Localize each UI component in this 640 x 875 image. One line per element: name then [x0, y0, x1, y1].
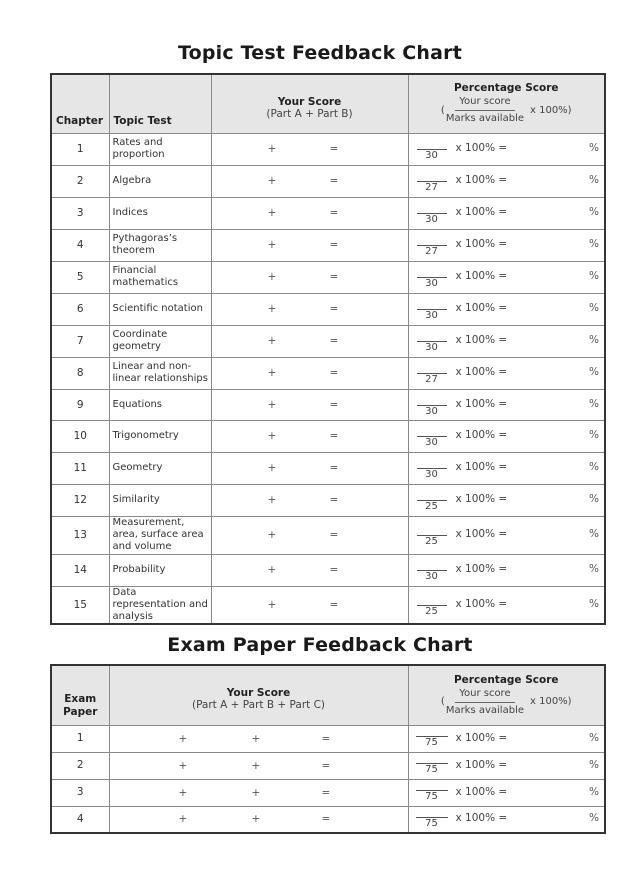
exam-percentage-score-header	[408, 665, 605, 725]
percent-sign: %	[589, 141, 599, 154]
exam-score-entry-cell[interactable]	[109, 752, 408, 779]
chapter-number: 12	[51, 484, 109, 516]
plus-sign: +	[267, 398, 277, 411]
score-entry-cell[interactable]	[211, 420, 408, 452]
percentage-entry-cell[interactable]	[408, 229, 605, 261]
plus-sign: +	[267, 143, 277, 155]
exam-your-score-header	[109, 665, 408, 725]
your-score-sub: (Part A + Part B)	[266, 107, 353, 120]
exam-paper-line2: Paper	[63, 705, 98, 718]
topic-name: Indices	[109, 197, 211, 229]
times-100-label: x 100% =	[455, 269, 508, 282]
plus-sign: +	[267, 303, 277, 315]
score-entry-cell[interactable]	[211, 197, 408, 229]
exam-chart-title: Exam Paper Feedback Chart	[167, 634, 473, 656]
topic-name: Equations	[109, 389, 211, 420]
score-entry-cell[interactable]	[211, 293, 408, 325]
plus-sign: +	[251, 813, 261, 826]
equals-sign: =	[321, 786, 331, 799]
marks-available: 25	[425, 605, 438, 617]
topic-row	[51, 389, 605, 420]
marks-available: 30	[425, 405, 438, 417]
score-entry-cell[interactable]	[211, 452, 408, 484]
percentage-entry-cell[interactable]	[408, 516, 605, 554]
topic-row	[51, 261, 605, 293]
percent-sign: %	[589, 397, 599, 410]
score-entry-cell[interactable]	[211, 325, 408, 357]
topic-row	[51, 197, 605, 229]
marks-available: 30	[425, 571, 438, 582]
percent-sign: %	[589, 597, 599, 610]
exam-paper-header	[51, 665, 109, 725]
formula-denominator: Marks available	[445, 113, 524, 125]
plus-sign: +	[267, 529, 277, 541]
topic-chart-title: Topic Test Feedback Chart	[177, 42, 463, 64]
percent-sign: %	[589, 173, 599, 186]
percent-sign: %	[589, 785, 599, 798]
times-100-label: x 100% =	[455, 460, 508, 473]
topic-row	[51, 484, 605, 516]
plus-sign: +	[267, 207, 277, 219]
topic-name: Coordinate geometry	[109, 325, 211, 357]
percent-sign: %	[589, 269, 599, 282]
percent-sign: %	[589, 428, 599, 441]
marks-available: 75	[425, 736, 438, 748]
percentage-entry-cell[interactable]	[408, 554, 605, 586]
equals-sign: =	[329, 367, 339, 379]
marks-available: 27	[425, 374, 438, 385]
plus-sign: +	[267, 335, 277, 347]
percentage-entry-cell[interactable]	[408, 420, 605, 452]
chapter-number: 9	[51, 389, 109, 420]
percentage-entry-cell[interactable]	[408, 133, 605, 165]
exam-score-entry-cell[interactable]	[109, 806, 408, 833]
topic-row	[51, 325, 605, 357]
chapter-number: 7	[51, 325, 109, 357]
chapter-header: Chapter	[51, 74, 109, 133]
plus-sign: +	[178, 732, 188, 745]
times-100-label: x 100% =	[455, 141, 508, 154]
marks-available: 27	[425, 182, 438, 193]
topic-row	[51, 420, 605, 452]
equals-sign: =	[329, 303, 339, 315]
times-100-label: x 100% =	[455, 173, 508, 186]
formula-open-paren: (	[440, 104, 445, 116]
marks-available: 30	[425, 437, 438, 448]
percent-sign: %	[589, 237, 599, 250]
equals-sign: =	[329, 494, 339, 506]
equals-sign: =	[329, 175, 339, 187]
topic-row	[51, 357, 605, 389]
percent-sign: %	[589, 758, 599, 771]
percent-sign: %	[589, 812, 599, 825]
times-100-label: x 100% =	[455, 527, 508, 540]
times-100-label: x 100% =	[455, 758, 508, 771]
formula-tail: x 100%)	[530, 104, 572, 116]
times-100-label: x 100% =	[455, 785, 508, 798]
chapter-number: 10	[51, 420, 109, 452]
marks-available: 75	[425, 817, 438, 829]
equals-sign: =	[329, 598, 339, 611]
chapter-number: 8	[51, 357, 109, 389]
marks-available: 75	[425, 763, 438, 775]
marks-available: 30	[425, 342, 438, 353]
equals-sign: =	[329, 529, 339, 541]
exam-paper-number: 2	[51, 752, 109, 779]
times-100-label: x 100% =	[455, 333, 508, 346]
equals-sign: =	[329, 430, 339, 442]
score-entry-cell[interactable]	[211, 229, 408, 261]
equals-sign: =	[329, 398, 339, 411]
exam-paper-number: 4	[51, 806, 109, 833]
plus-sign: +	[251, 759, 261, 772]
chapter-number: 13	[51, 516, 109, 554]
percentage-entry-cell[interactable]	[408, 586, 605, 624]
exam-percentage-entry-cell[interactable]	[408, 806, 605, 833]
plus-sign: +	[267, 271, 277, 283]
percentage-entry-cell[interactable]	[408, 165, 605, 197]
times-100-label: x 100% =	[455, 731, 508, 744]
exam-row	[51, 806, 605, 833]
plus-sign: +	[267, 367, 277, 379]
formula-fraction	[446, 95, 524, 126]
times-100-label: x 100% =	[455, 562, 508, 575]
exam-score-entry-cell[interactable]	[109, 725, 408, 752]
chapter-number: 15	[51, 586, 109, 624]
exam-row	[51, 779, 605, 806]
times-100-label: x 100% =	[455, 205, 508, 218]
topic-name: Linear and non-linear relationships	[109, 357, 211, 389]
score-entry-cell[interactable]	[211, 357, 408, 389]
times-100-label: x 100% =	[455, 492, 508, 505]
topic-name: Data representation and analysis	[109, 586, 211, 624]
exam-formula-tail: x 100%)	[530, 696, 572, 708]
equals-sign: =	[321, 813, 331, 826]
topic-feedback-table	[50, 73, 606, 625]
times-100-label: x 100% =	[455, 365, 508, 378]
percent-sign: %	[589, 460, 599, 473]
topic-name: Measurement, area, surface area and volume	[109, 516, 211, 554]
percent-sign: %	[589, 562, 599, 575]
plus-sign: +	[267, 564, 277, 576]
exam-your-score-label: Your Score	[226, 687, 291, 700]
plus-sign: +	[251, 732, 261, 745]
topic-row	[51, 165, 605, 197]
exam-paper-line1: Exam	[64, 692, 97, 705]
times-100-label: x 100% =	[455, 812, 508, 825]
exam-paper-number: 1	[51, 725, 109, 752]
percent-sign: %	[589, 527, 599, 540]
equals-sign: =	[329, 143, 339, 155]
percent-sign: %	[589, 333, 599, 346]
topic-row	[51, 229, 605, 261]
exam-row	[51, 725, 605, 752]
plus-sign: +	[267, 598, 277, 611]
exam-formula-numerator: Your score	[455, 687, 514, 703]
exam-your-score-sub: (Part A + Part B + Part C)	[191, 699, 326, 712]
marks-available: 30	[425, 150, 438, 161]
topic-name: Pythagoras’s theorem	[109, 229, 211, 261]
chapter-number: 3	[51, 197, 109, 229]
plus-sign: +	[267, 494, 277, 506]
equals-sign: =	[321, 732, 331, 745]
marks-available: 30	[425, 310, 438, 321]
percentage-entry-cell[interactable]	[408, 197, 605, 229]
topic-row	[51, 452, 605, 484]
plus-sign: +	[267, 462, 277, 474]
equals-sign: =	[321, 759, 331, 772]
topic-row	[51, 133, 605, 165]
score-entry-cell[interactable]	[211, 516, 408, 554]
your-score-label: Your Score	[277, 95, 342, 108]
score-entry-cell[interactable]	[211, 484, 408, 516]
equals-sign: =	[329, 335, 339, 347]
formula-numerator: Your score	[455, 95, 514, 111]
percentage-entry-cell[interactable]	[408, 325, 605, 357]
percentage-score-header	[408, 74, 605, 133]
topic-name: Geometry	[109, 452, 211, 484]
topic-row	[51, 554, 605, 586]
marks-available: 75	[425, 790, 438, 802]
equals-sign: =	[329, 564, 339, 576]
chapter-number: 1	[51, 133, 109, 165]
score-entry-cell[interactable]	[211, 389, 408, 420]
topic-name: Rates and proportion	[109, 133, 211, 165]
percentage-entry-cell[interactable]	[408, 389, 605, 420]
percent-sign: %	[589, 205, 599, 218]
percentage-entry-cell[interactable]	[408, 293, 605, 325]
equals-sign: =	[329, 462, 339, 474]
chapter-number: 11	[51, 452, 109, 484]
marks-available: 27	[425, 246, 438, 257]
times-100-label: x 100% =	[455, 397, 508, 410]
percentage-entry-cell[interactable]	[408, 484, 605, 516]
marks-available: 30	[425, 469, 438, 480]
score-entry-cell[interactable]	[211, 586, 408, 624]
percent-sign: %	[589, 301, 599, 314]
exam-feedback-table	[50, 664, 606, 834]
plus-sign: +	[267, 239, 277, 251]
equals-sign: =	[329, 271, 339, 283]
exam-paper-number: 3	[51, 779, 109, 806]
times-100-label: x 100% =	[455, 301, 508, 314]
times-100-label: x 100% =	[455, 237, 508, 250]
topic-name: Probability	[109, 554, 211, 586]
marks-available: 30	[425, 214, 438, 225]
exam-row	[51, 752, 605, 779]
exam-percentage-score-label: Percentage Score	[453, 673, 559, 686]
percentage-entry-cell[interactable]	[408, 357, 605, 389]
score-entry-cell[interactable]	[211, 261, 408, 293]
percentage-formula	[441, 95, 572, 126]
exam-formula-fraction	[446, 687, 524, 718]
chapter-number: 5	[51, 261, 109, 293]
percentage-entry-cell[interactable]	[408, 261, 605, 293]
plus-sign: +	[178, 813, 188, 826]
percent-sign: %	[589, 365, 599, 378]
topic-row	[51, 516, 605, 554]
percent-sign: %	[589, 492, 599, 505]
percentage-entry-cell[interactable]	[408, 452, 605, 484]
percent-sign: %	[589, 731, 599, 744]
marks-available: 25	[425, 536, 438, 547]
your-score-header	[211, 74, 408, 133]
marks-available: 25	[425, 501, 438, 512]
topic-name: Trigonometry	[109, 420, 211, 452]
exam-score-entry-cell[interactable]	[109, 779, 408, 806]
exam-percentage-entry-cell[interactable]	[408, 752, 605, 779]
topic-name: Financial mathematics	[109, 261, 211, 293]
times-100-label: x 100% =	[455, 428, 508, 441]
exam-formula-denominator: Marks available	[445, 704, 524, 716]
equals-sign: =	[329, 207, 339, 219]
plus-sign: +	[267, 175, 277, 187]
chapter-number: 4	[51, 229, 109, 261]
exam-formula-open-paren: (	[440, 696, 445, 708]
topic-name: Algebra	[109, 165, 211, 197]
marks-available: 30	[425, 278, 438, 289]
exam-header-row	[51, 665, 605, 725]
plus-sign: +	[178, 759, 188, 772]
plus-sign: +	[267, 430, 277, 442]
exam-percentage-entry-cell[interactable]	[408, 725, 605, 752]
topic-name: Similarity	[109, 484, 211, 516]
exam-percentage-formula	[441, 687, 572, 718]
plus-sign: +	[251, 786, 261, 799]
chapter-number: 6	[51, 293, 109, 325]
score-entry-cell[interactable]	[211, 165, 408, 197]
chapter-number: 2	[51, 165, 109, 197]
plus-sign: +	[178, 786, 188, 799]
topic-row	[51, 586, 605, 624]
equals-sign: =	[329, 239, 339, 251]
topic-header-row	[51, 74, 605, 133]
score-entry-cell[interactable]	[211, 554, 408, 586]
score-entry-cell[interactable]	[211, 133, 408, 165]
topic-test-header: Topic Test	[109, 74, 211, 133]
topic-row	[51, 293, 605, 325]
topic-name: Scientific notation	[109, 293, 211, 325]
chapter-number: 14	[51, 554, 109, 586]
times-100-label: x 100% =	[455, 597, 508, 610]
exam-percentage-entry-cell[interactable]	[408, 779, 605, 806]
percentage-score-label: Percentage Score	[453, 82, 559, 95]
